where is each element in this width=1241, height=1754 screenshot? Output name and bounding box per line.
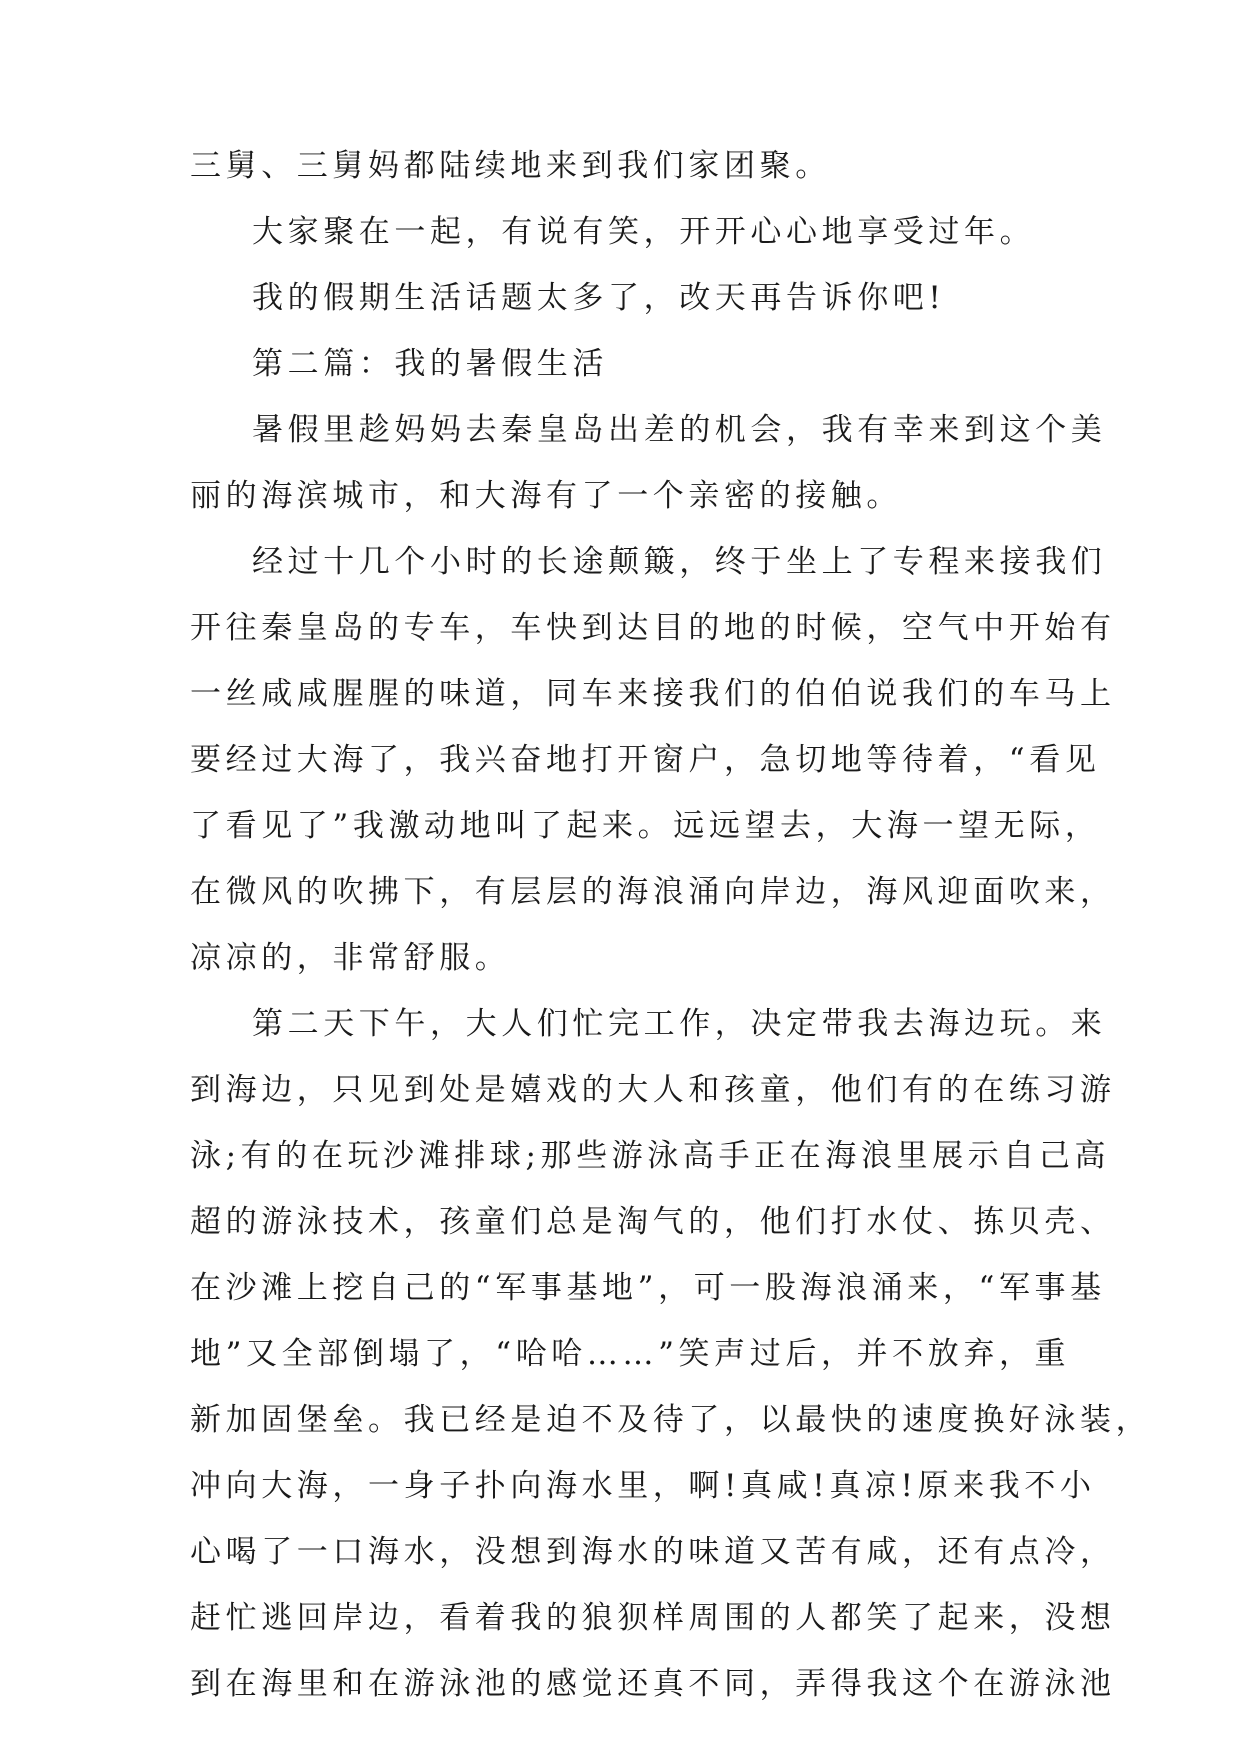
text-line: 地”又全部倒塌了，“哈哈……”笑声过后，并不放弃，重 <box>190 1336 1071 1372</box>
text-line: 凉凉的，非常舒服。 <box>190 940 511 976</box>
text-line: 丽的海滨城市，和大海有了一个亲密的接触。 <box>190 478 902 514</box>
text-line: 在沙滩上挖自己的“军事基地”，可一股海浪涌来，“军事基 <box>190 1270 1106 1306</box>
text-line: 了看见了”我激动地叫了起来。远远望去，大海一望无际， <box>190 808 1101 844</box>
section-title: 第二篇：我的暑假生活 <box>252 346 608 382</box>
text-line: 泳;有的在玩沙滩排球;那些游泳高手正在海浪里展示自己高 <box>190 1138 1111 1174</box>
text-line: 我的假期生活话题太多了，改天再告诉你吧! <box>252 280 946 316</box>
text-line: 在微风的吹拂下，有层层的海浪涌向岸边，海风迎面吹来， <box>190 874 1116 910</box>
text-line: 一丝咸咸腥腥的味道，同车来接我们的伯伯说我们的车马上 <box>190 676 1116 712</box>
text-line: 三舅、三舅妈都陆续地来到我们家团聚。 <box>190 148 831 184</box>
text-line: 心喝了一口海水，没想到海水的味道又苦有咸，还有点冷， <box>190 1534 1116 1570</box>
text-line: 暑假里趁妈妈去秦皇岛出差的机会，我有幸来到这个美 <box>252 412 1107 448</box>
text-line: 第二天下午，大人们忙完工作，决定带我去海边玩。来 <box>252 1006 1107 1042</box>
text-line: 经过十几个小时的长途颠簸，终于坐上了专程来接我们 <box>252 544 1107 580</box>
text-line: 超的游泳技术，孩童们总是淘气的，他们打水仗、拣贝壳、 <box>190 1204 1116 1240</box>
text-line: 赶忙逃回岸边，看着我的狼狈样周围的人都笑了起来，没想 <box>190 1600 1116 1636</box>
text-line: 冲向大海，一身子扑向海水里，啊!真咸!真凉!原来我不小 <box>190 1468 1096 1504</box>
text-line: 新加固堡垒。我已经是迫不及待了，以最快的速度换好泳装， <box>190 1402 1152 1438</box>
text-line: 开往秦皇岛的专车，车快到达目的地的时候，空气中开始有 <box>190 610 1116 646</box>
text-line: 到海边，只见到处是嬉戏的大人和孩童，他们有的在练习游 <box>190 1072 1116 1108</box>
text-line: 到在海里和在游泳池的感觉还真不同，弄得我这个在游泳池 <box>190 1666 1116 1702</box>
text-line: 要经过大海了，我兴奋地打开窗户，急切地等待着，“看见 <box>190 742 1101 778</box>
text-line: 大家聚在一起，有说有笑，开开心心地享受过年。 <box>252 214 1036 250</box>
